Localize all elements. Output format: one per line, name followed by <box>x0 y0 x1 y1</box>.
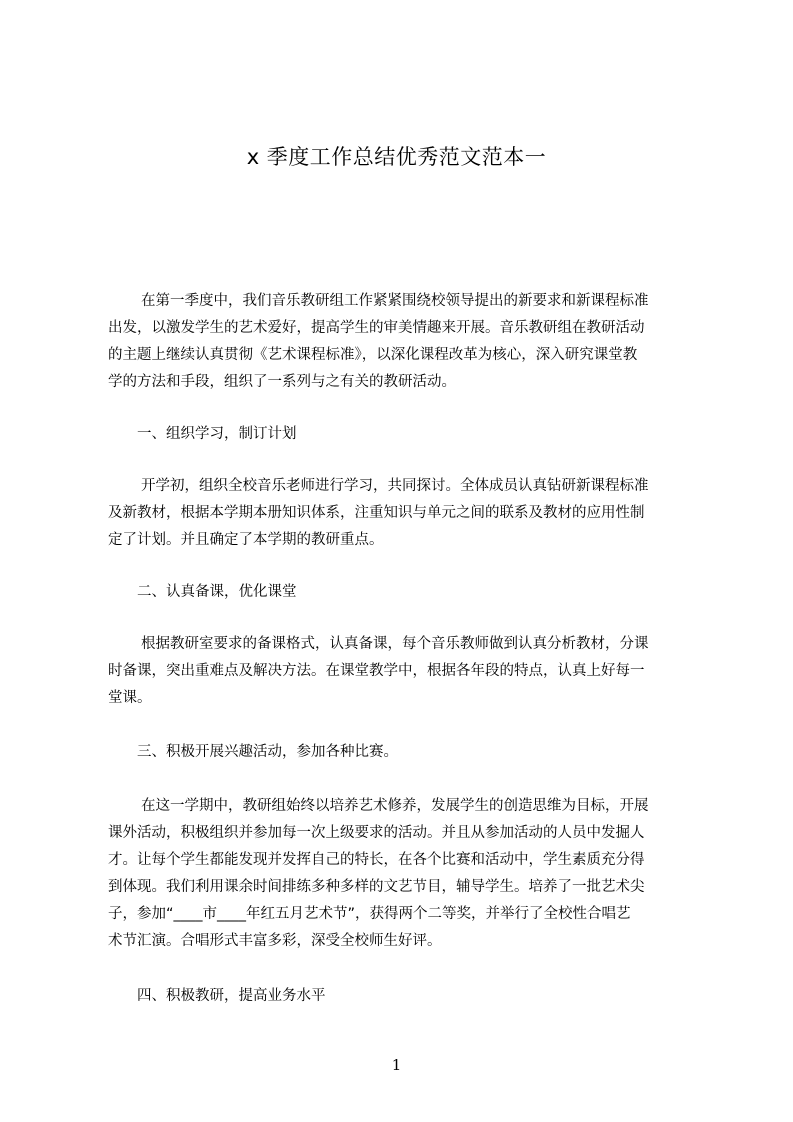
paragraph-line: 课外活动，积极组织并参加每一次上级要求的活动。并且从参加活动的人员中发掘人 <box>108 825 645 841</box>
section-heading-3: 三、积极开展兴趣活动，参加各种比赛。 <box>137 744 398 760</box>
paragraph-line: 定了计划。并且确定了本学期的教研重点。 <box>108 532 384 548</box>
paragraph-line: 才。让每个学生都能发现并发挥自己的特长，在各个比赛和活动中，学生素质充分得 <box>108 852 645 868</box>
paragraph-line: 的主题上继续认真贯彻《艺术课程标准》，以深化课程改革为核心，深入研究课堂教 <box>108 347 638 363</box>
paragraph-line: 到体现。我们利用课余时间排练多种多样的文艺节目，辅导学生。培养了一批艺术尖 <box>108 879 645 895</box>
paragraph-line: 出发，以激发学生的艺术爱好，提高学生的审美情趣来开展。音乐教研组在教研活动 <box>108 320 645 336</box>
paragraph-line: 子，参加“____市____年红五月艺术节”，获得两个二等奖，并举行了全校性合唱艺 <box>108 906 631 922</box>
paragraph-1 <box>108 473 702 554</box>
paragraph-line: 在这一学期中，教研组始终以培养艺术修养，发展学生的创造思维为目标，开展 <box>141 798 649 814</box>
paragraph-3 <box>108 793 702 955</box>
paragraph-line: 术节汇演。合唱形式丰富多彩，深受全校师生好评。 <box>108 933 442 949</box>
section-heading-2: 二、认真备课，优化课堂 <box>137 584 297 600</box>
section-heading-4: 四、积极教研，提高业务水平 <box>137 988 326 1004</box>
paragraph-line: 学的方法和手段，组织了一系列与之有关的教研活动。 <box>108 374 456 390</box>
paragraph-line: 根据教研室要求的备课格式，认真备课，每个音乐教师做到认真分析教材，分课 <box>141 636 649 652</box>
paragraph-2 <box>108 631 702 712</box>
paragraph-line: 在第一季度中，我们音乐教研组工作紧紧围绕校领导提出的新要求和新课程标准 <box>141 293 649 309</box>
paragraph-intro <box>108 288 702 396</box>
section-heading-1: 一、组织学习，制订计划 <box>137 426 297 442</box>
paragraph-line: 堂课。 <box>108 690 152 706</box>
paragraph-line: 开学初，组织全校音乐老师进行学习，共同探讨。全体成员认真钻研新课程标准 <box>141 478 649 494</box>
document-title: x 季度工作总结优秀范文范本一 <box>246 145 547 169</box>
paragraph-line: 时备课，突出重难点及解决方法。在课堂教学中，根据各年段的特点，认真上好每一 <box>108 663 645 679</box>
page-number: 1 <box>391 1056 402 1074</box>
paragraph-line: 及新教材，根据本学期本册知识体系，注重知识与单元之间的联系及教材的应用性制 <box>108 505 645 521</box>
